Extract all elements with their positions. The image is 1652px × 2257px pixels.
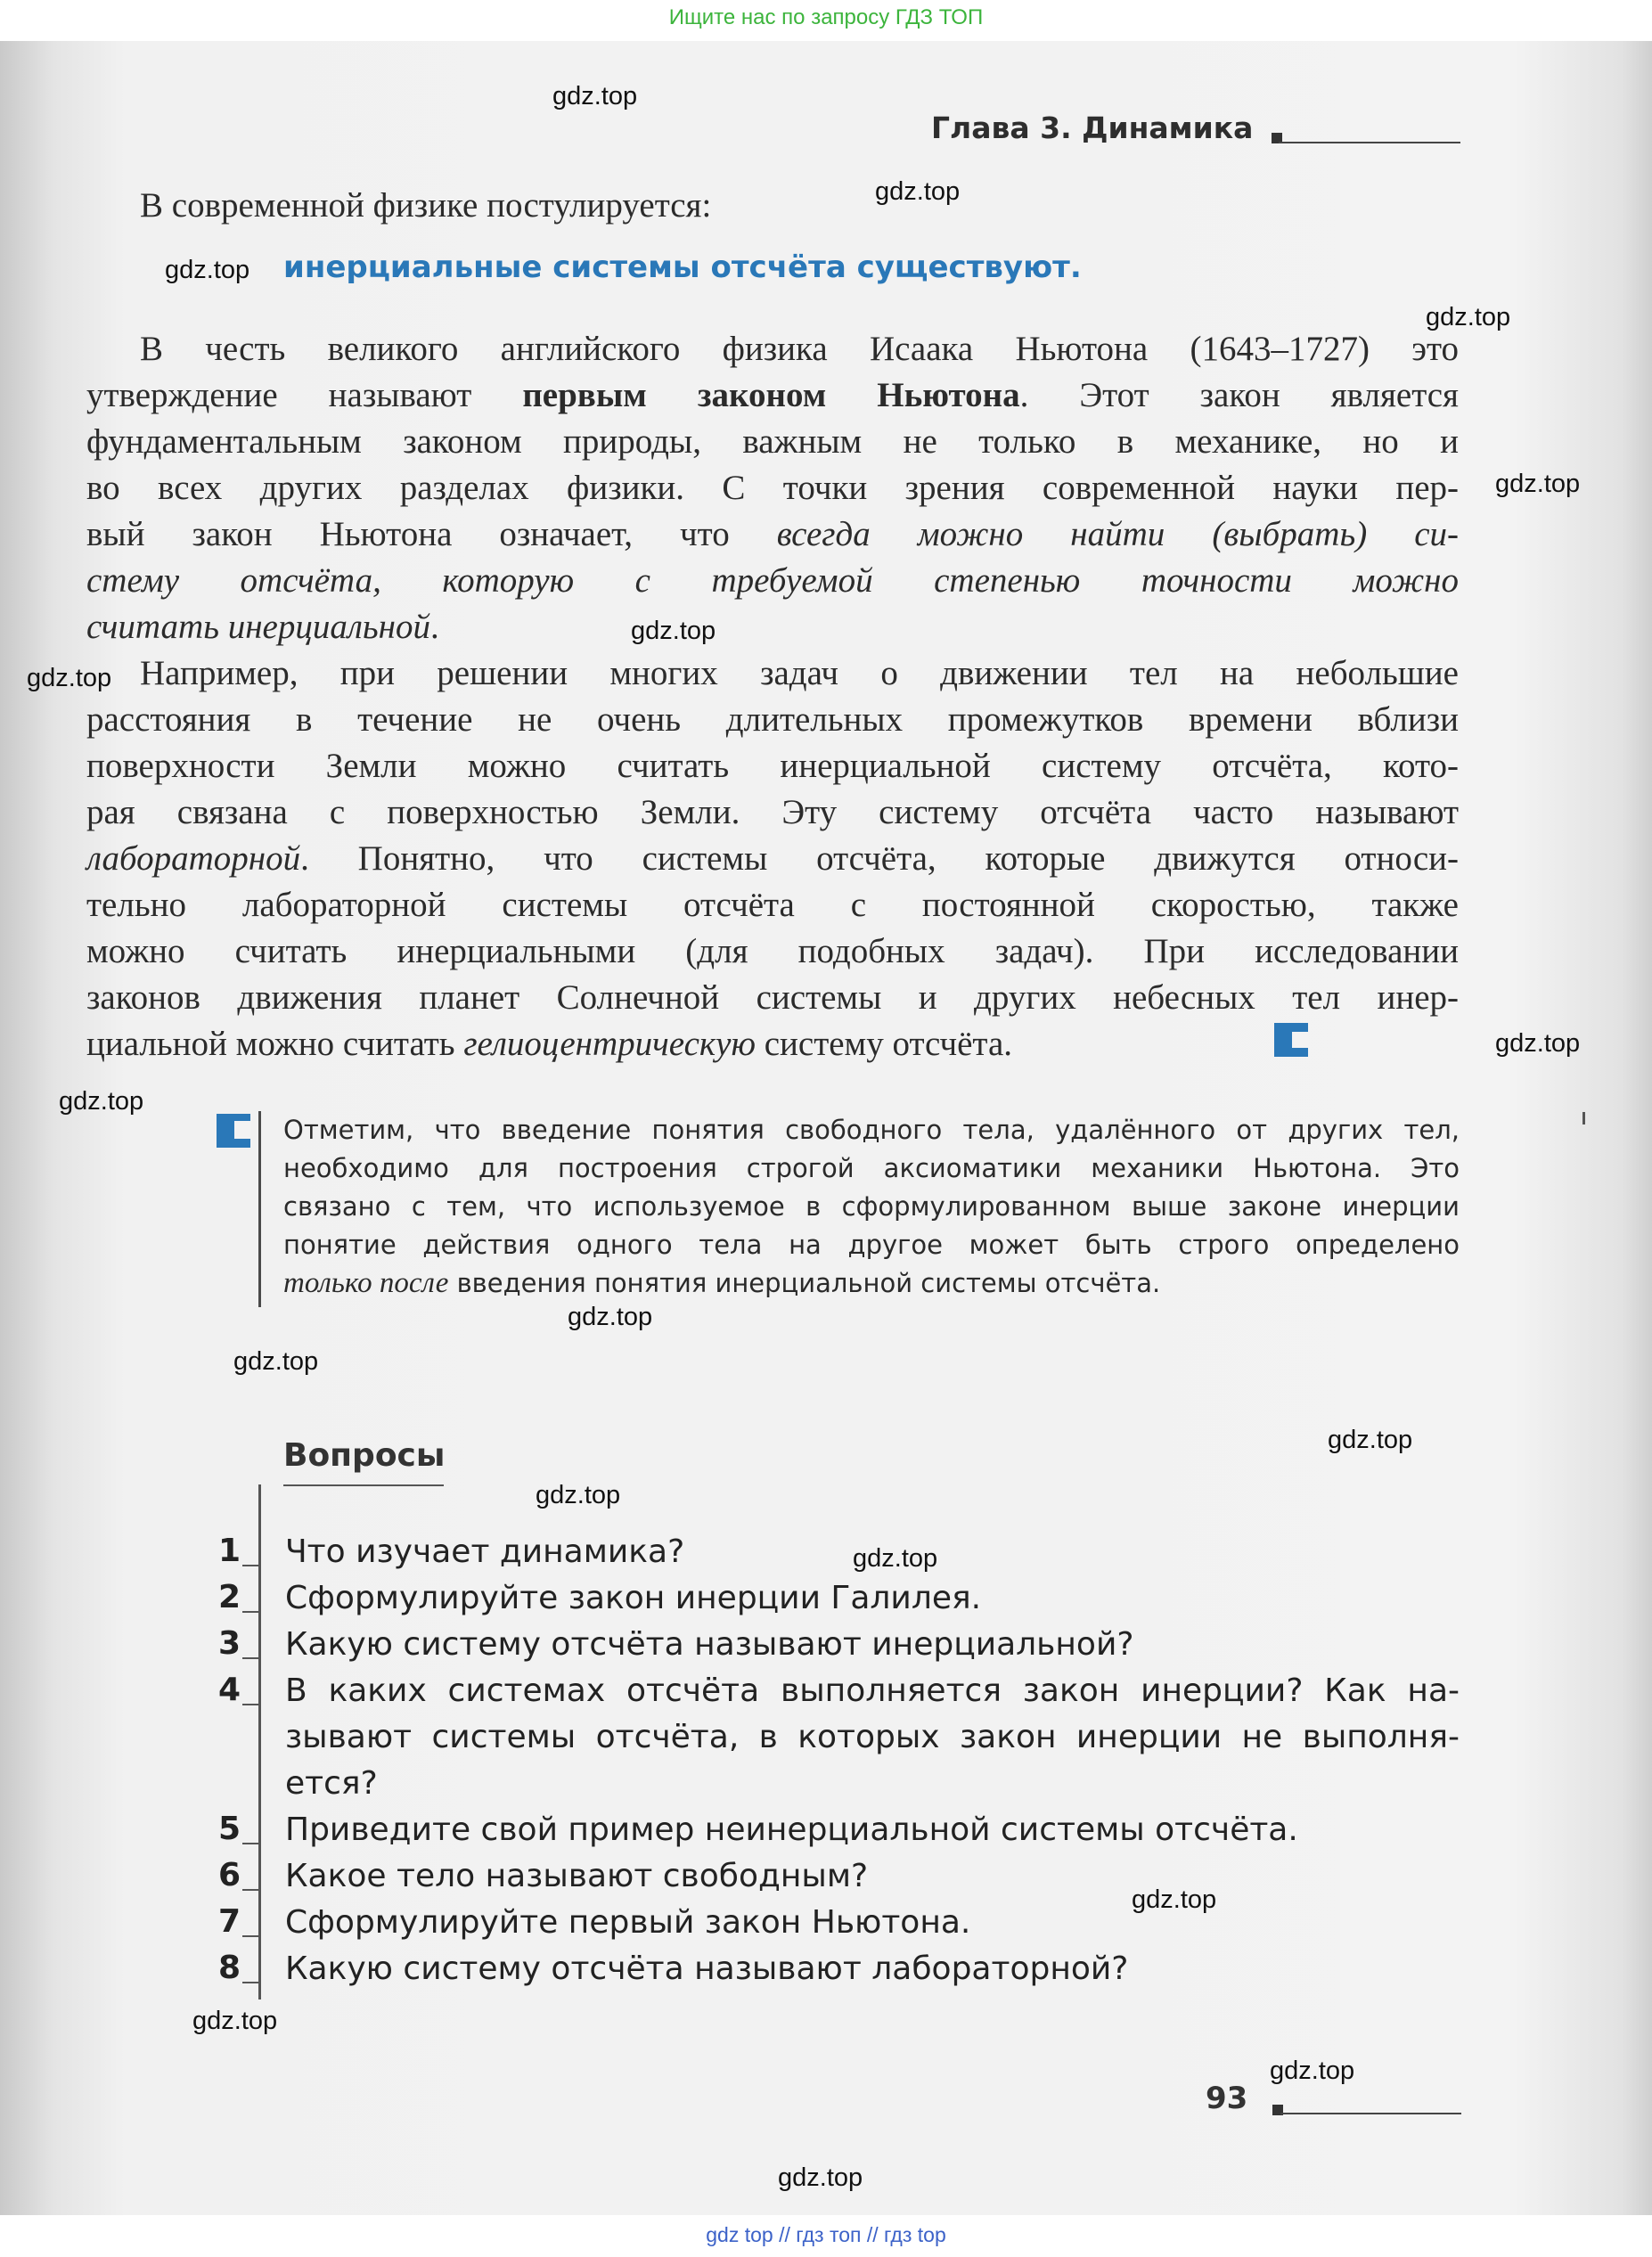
watermark: gdz.top (568, 1303, 653, 1331)
question-number: 2 (217, 1579, 241, 1615)
question-number: 8 (217, 1950, 241, 1986)
note-bar (258, 1111, 261, 1307)
watermark: gdz.top (1426, 303, 1511, 331)
watermark: gdz.top (1270, 2057, 1355, 2085)
questions-heading-rule (283, 1484, 444, 1486)
question-text: Какое тело называют свободным? (285, 1858, 869, 1894)
bottom-banner: gdz top // гдз топ // гдз top (0, 2215, 1652, 2257)
note-line: только после введения понятия инерциальной системы отсчёта. (283, 1267, 1161, 1299)
question-number: 3 (217, 1625, 241, 1662)
question-number: 4 (217, 1672, 241, 1708)
watermark: gdz.top (875, 177, 961, 206)
question-tick (242, 1704, 260, 1705)
paragraph-line: утверждение называют первым законом Ньютона. Этот закон является (86, 376, 1459, 414)
bold-term: первым законом Ньютона (522, 376, 1020, 414)
italic-phrase: лабораторной (86, 839, 301, 878)
question-tick (242, 1611, 260, 1613)
watermark: gdz.top (1495, 470, 1581, 498)
paragraph-line: во всех других разделах физики. С точки зрения современной науки пер- (86, 469, 1459, 507)
watermark: gdz.top (192, 2007, 278, 2035)
watermark: gdz.top (1495, 1029, 1581, 1058)
paragraph-line: вый закон Ньютона означает, что всегда можно найти (выбрать) си- (86, 515, 1459, 553)
paragraph-line (86, 558, 1459, 603)
note-line: понятие действия одного тела на другое может быть строго определено (283, 1230, 1460, 1260)
paragraph-line: расстояния в течение не очень длительных промежутков времени вблизи (86, 700, 1459, 739)
question-tick (242, 1935, 260, 1937)
watermark: gdz.top (631, 617, 716, 645)
watermark: gdz.top (536, 1481, 621, 1509)
paragraph-line: лабораторной. Понятно, что системы отсчёта, которые движутся относи- (86, 839, 1459, 878)
question-text: Какую систему отсчёта называют лабораторной? (285, 1950, 1129, 1987)
paragraph-line: поверхности Земли можно считать инерциальной систему отсчёта, кото- (86, 747, 1459, 785)
note-end-icon (1274, 1023, 1312, 1060)
watermark: gdz.top (853, 1544, 938, 1573)
questions-heading: Вопросы (283, 1437, 446, 1474)
watermark: gdz.top (233, 1347, 319, 1376)
italic-phrase: только после (283, 1267, 449, 1299)
question-text: В каких системах отсчёта выполняется закон инерции? Как на- (285, 1672, 1460, 1709)
paragraph-line: рая связана с поверхностью Земли. Эту систему отсчёта часто называют (86, 793, 1459, 831)
watermark: gdz.top (165, 256, 250, 284)
watermark: gdz.top (27, 664, 112, 692)
question-number: 5 (217, 1811, 241, 1847)
paragraph-line: фундаментальным законом природы, важным не только в механике, но и (86, 422, 1459, 461)
chapter-title: Глава 3. Динамика (931, 110, 1254, 145)
watermark: gdz.top (1132, 1885, 1217, 1914)
note-line: необходимо для построения строгой аксиоматики механики Ньютона. Это (283, 1153, 1460, 1183)
note-line: связано с тем, что используемое в сформулированном выше законе инерции (283, 1191, 1460, 1222)
top-banner: Ищите нас по запросу ГДЗ ТОП (0, 0, 1652, 41)
question-text: Сформулируйте закон инерции Галилея. (285, 1580, 982, 1616)
question-number: 7 (217, 1903, 241, 1940)
paragraph-line: Например, при решении многих задач о движении тел на небольшие (140, 654, 1459, 692)
paragraph-line: циальной можно считать гелиоцентрическую систему отсчёта. (86, 1025, 1013, 1063)
question-text: Сформулируйте первый закон Ньютона. (285, 1904, 971, 1941)
paragraph-line: тельно лабораторной системы отсчёта с постоянной скоростью, также (86, 886, 1459, 924)
question-tick (242, 1565, 260, 1566)
question-number: 1 (217, 1533, 241, 1569)
question-tick (242, 1889, 260, 1891)
paragraph-line: В честь великого английского физика Исаака Ньютона (1643–1727) это (140, 330, 1459, 368)
intro-line: В современной физике постулируется: (140, 186, 712, 225)
watermark: gdz.top (778, 2163, 863, 2192)
page-edge-mark (1582, 1112, 1585, 1124)
questions-bar (258, 1484, 261, 1999)
question-tick (242, 1843, 260, 1844)
note-start-icon (217, 1114, 254, 1151)
question-text: ется? (285, 1765, 378, 1802)
postulate: инерциальные системы отсчёта существуют. (283, 249, 1082, 285)
note-line: Отметим, что введение понятия свободного тела, удалённого от других тел, (283, 1115, 1460, 1145)
italic-phrase: гелиоцентрическую (463, 1025, 756, 1063)
footer-rule (1280, 2113, 1461, 2114)
paragraph-line: законов движения планет Солнечной системы и других небесных тел инер- (86, 978, 1459, 1017)
question-tick (242, 1657, 260, 1659)
italic-phrase: всегда можно найти (выбрать) си- (776, 515, 1459, 553)
question-tick (242, 1982, 260, 1983)
page-number: 93 (1206, 2081, 1248, 2116)
italic-phrase: считать инерциальной (86, 608, 430, 646)
paragraph-line: можно считать инерциальными (для подобных задач). При исследовании (86, 932, 1459, 970)
watermark: gdz.top (552, 82, 638, 110)
question-text: зывают системы отсчёта, в которых закон инерции не выполня- (285, 1719, 1460, 1755)
watermark: gdz.top (1328, 1426, 1413, 1454)
question-text: Приведите свой пример неинерциальной системы отсчёта. (285, 1811, 1298, 1848)
paragraph-line: считать инерциальной. (86, 608, 439, 646)
italic-phrase: стему отсчёта, которую с требуемой степенью точности можно (86, 561, 1459, 600)
watermark: gdz.top (59, 1087, 144, 1116)
question-number: 6 (217, 1857, 241, 1893)
header-rule (1279, 142, 1460, 143)
question-text: Что изучает динамика? (285, 1533, 685, 1570)
question-text: Какую систему отсчёта называют инерциальной? (285, 1626, 1134, 1663)
